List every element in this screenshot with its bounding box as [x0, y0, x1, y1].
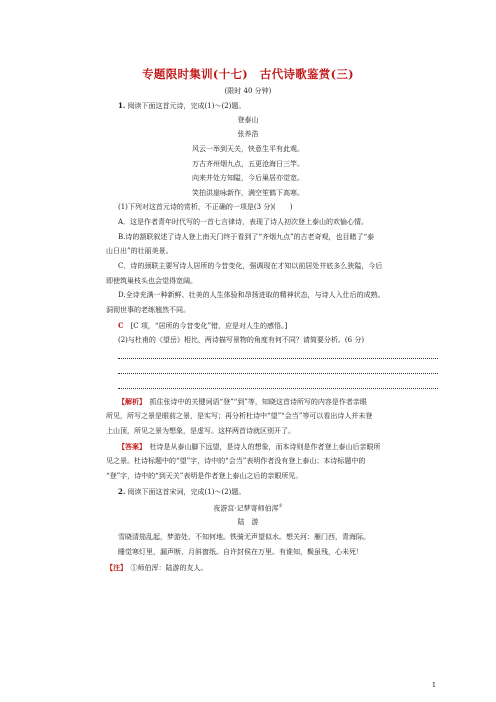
q2-note — [106, 563, 208, 573]
q1-intro — [118, 101, 245, 111]
q1-option-b: B.诗的颔联叙述了诗人登上南天门终于看到了“齐烟九点”的古老奇观，也目睹了“泰 — [118, 233, 375, 241]
q1-sub1: (1)下列对这首元诗的赏析，不正确的一项是(3 分)( ) — [118, 203, 293, 211]
answer-label: 【答案】 — [118, 442, 143, 451]
note-label: 【注】 — [106, 563, 124, 572]
q1-option-c: C．诗的颈联主要写诗人居所的今昔变化，强调现在才知以前居处井底多么狭隘，今后 — [118, 262, 383, 270]
q1-answer — [118, 321, 287, 331]
q1-poem-line: 向来井处方知隘，今后巢居亦觉宽。 — [192, 174, 304, 182]
q1-poem-line: 笑拍洪崖咏新作，满空笙鹤下高寒。 — [192, 189, 304, 197]
q2-poem-title — [0, 502, 496, 513]
q1-option-d-cont: 洞彻世事的老练翘然不同。 — [106, 306, 190, 314]
q1-answer-letter: C — [118, 321, 124, 330]
q1-intro-text: 阅读下面这首元诗，完成(1)～(2)题。 — [127, 102, 246, 110]
note-text: ①师伯浑：陆游的友人。 — [123, 564, 208, 572]
q1-option-a: A．这是作者青年时代写的一首七言律诗，表现了诗人初次登上泰山的欢愉心情。 — [118, 218, 369, 226]
q1-poem-author: 张养浩 — [237, 130, 259, 138]
q2-poem-line: 雪晓清笳乱起，梦游处、不知何地。铁骑无声望似水。想关河：雁门西，青海际。 — [118, 533, 370, 541]
q1-option-b-cont: 山日出”的壮丽美景。 — [106, 247, 173, 255]
q1-answer-explanation: [C 项，“居所的今昔变化”错，应是对人生的感悟。] — [123, 322, 288, 330]
analysis-text-cont: 上山顶，所见之景为想象，是虚写。这样两首诗就区别开了。 — [106, 427, 295, 435]
q1-option-c-cont: 即使筑巢枝头也会觉得宽阔。 — [106, 277, 197, 285]
answer-line — [118, 358, 438, 359]
q1-poem-line: 风云一举到天关，快意生平有此观。 — [192, 145, 304, 153]
time-limit: (限时 40 分钟) — [224, 87, 272, 95]
q2-poem-line: 睡觉寒灯里，漏声断、月斜窗纸。自许封侯在万里。有谁知，鬓虽残，心未死！ — [118, 548, 363, 556]
q1-number: 1. — [118, 101, 126, 110]
answer-text: 杜诗是从泰山脚下远望，是诗人的想象，而本诗则是作者登上泰山后亲眼所 — [142, 443, 381, 451]
q1-poem-line: 万古齐州烟九点，五更沧海日三竿。 — [192, 160, 304, 168]
q1-sub2: (2)与杜甫的《望岳》相比，两诗描写景物的角度有何不同？请简要分析。(6 分) — [118, 336, 365, 344]
q2-number: 2. — [118, 487, 126, 496]
analysis-text-cont: 所见，所写之景是眼前之景，是实写；再分析杜诗中“望”“会当”等可以看出诗人并未登 — [106, 412, 373, 420]
page-number: 1 — [431, 681, 436, 689]
footnote-marker: ① — [278, 504, 283, 509]
answer-line — [118, 388, 438, 389]
q1-option-d: D.全诗充满一种新鲜、壮美的人生体验和昂扬进取的精神状态，与诗人入仕后的成熟、 — [118, 291, 385, 299]
q2-poem-author: 陆 游 — [237, 518, 259, 526]
answer-line — [118, 373, 438, 374]
q1-poem-title: 登泰山 — [237, 116, 259, 124]
analysis-text: 抓住张诗中的关键词语“登”“到”等，知晓这首诗所写的内容是作者亲眼 — [142, 398, 367, 406]
q2-poem-title-text: 夜游宫·记梦寄师伯浑 — [213, 504, 279, 513]
q2-intro-text: 阅读下面这首宋词，完成(1)～(2)题。 — [127, 488, 246, 496]
q1-analysis — [118, 397, 367, 407]
q1-reference-answer — [118, 442, 381, 452]
q2-intro — [118, 487, 245, 497]
answer-text-cont: “登”字，诗中的“到天关”表明是作者登上泰山之后的亲眼所见。 — [106, 472, 303, 480]
analysis-label: 【解析】 — [118, 397, 143, 406]
answer-text-cont: 见之景。杜诗标题中的“望”字，诗中的“会当”表明作者没有登上泰山；本诗标题中的 — [106, 457, 366, 465]
page-title: 专题限时集训(十七) 古代诗歌鉴赏(三) — [142, 67, 354, 81]
